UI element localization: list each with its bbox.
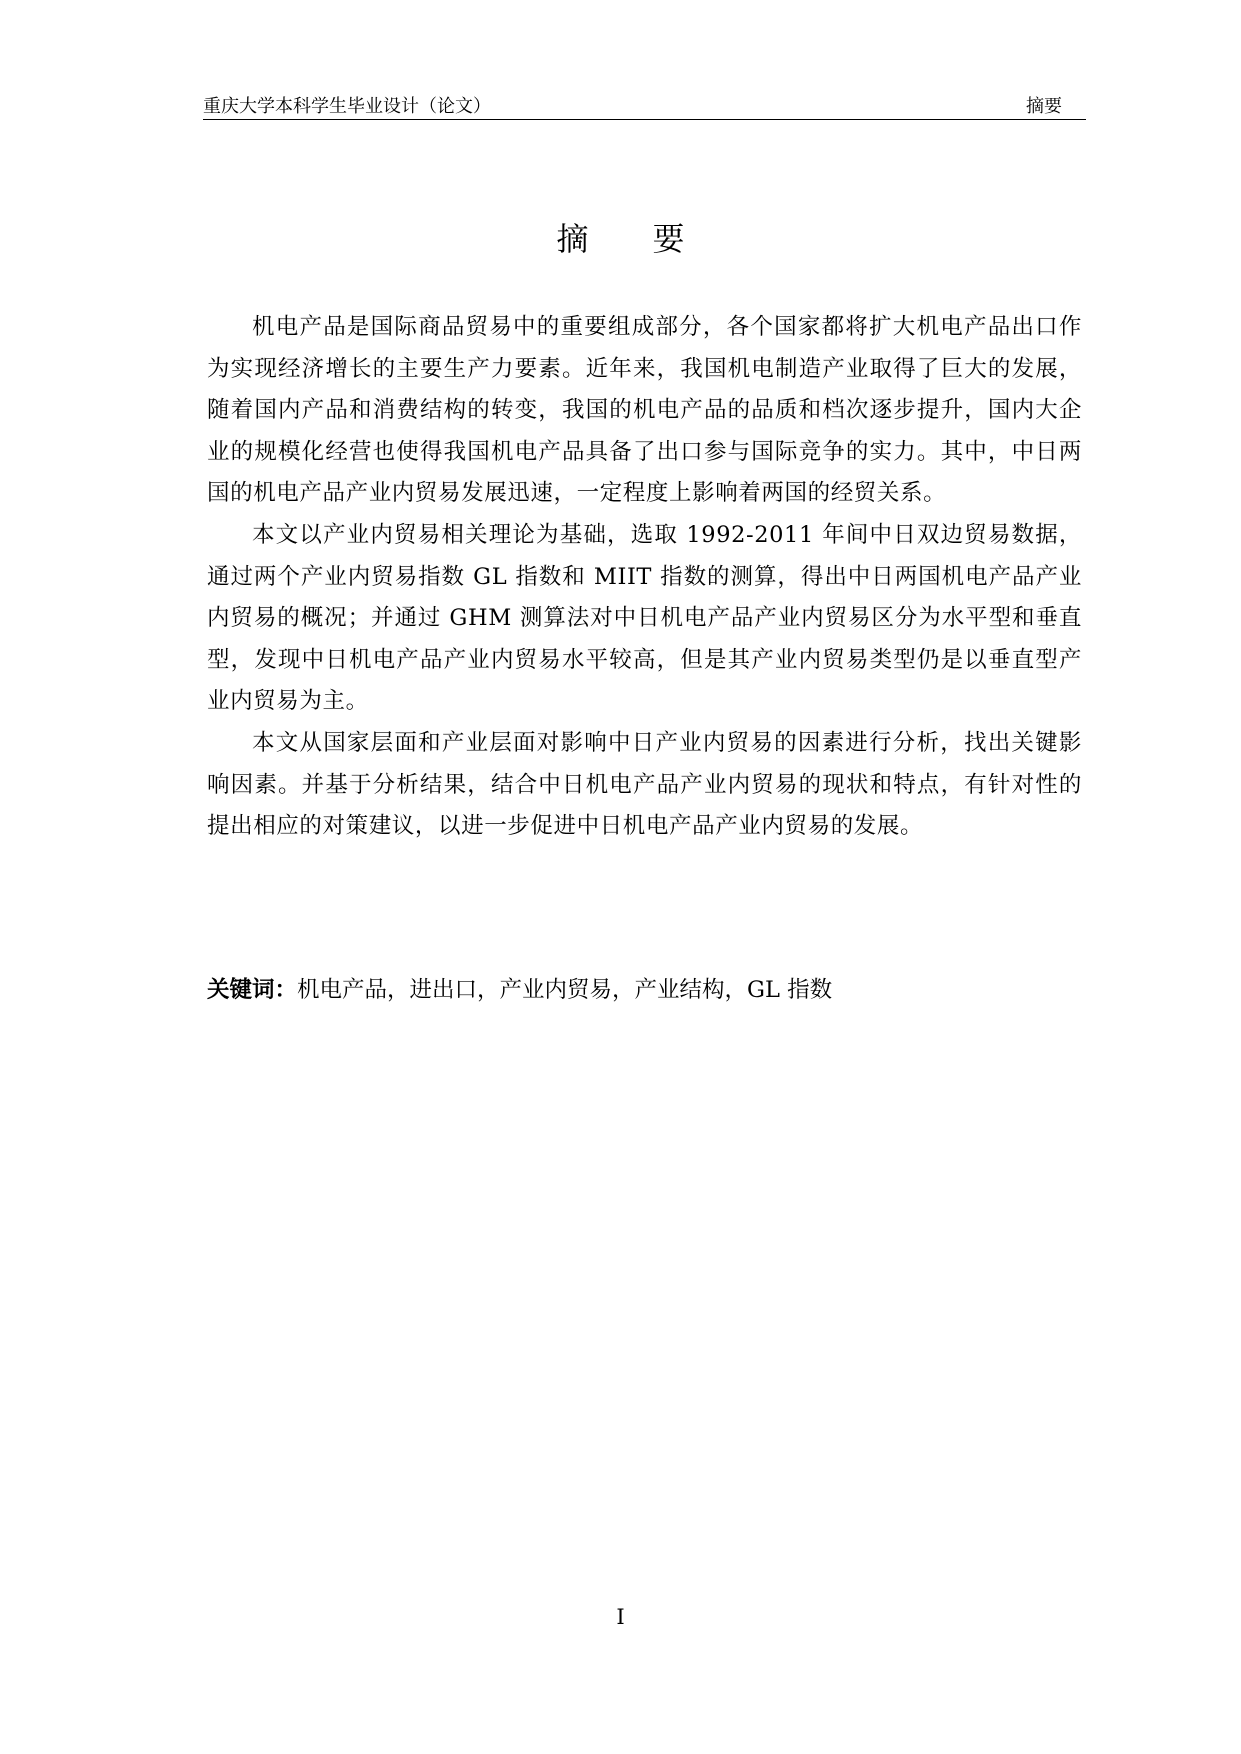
keywords-line (207, 970, 1082, 1010)
page-title-char-1: 摘 (556, 220, 589, 258)
abstract-paragraph-3: 本文从国家层面和产业层面对影响中日产业内贸易的因素进行分析，找出关键影响因素。并基于分析结果，结合中日机电产品产业内贸易的现状和特点，有针对性的提出相应的对策建议，以进一步促进中日机电产品产业内贸易的发展。 (207, 729, 1082, 840)
header-section-name: 摘要 (1026, 96, 1062, 117)
abstract-paragraph-1: 机电产品是国际商品贸易中的重要组成部分，各个国家都将扩大机电产品出口作为实现经济增长的主要生产力要素。近年来，我国机电制造产业取得了巨大的发展，随着国内产品和消费结构的转变，我国的机电产品的品质和档次逐步提升，国内大企业的规模化经营也使得我国机电产品具备了出口参与国际竞争的实力。其中，中日两国的机电产品产业内贸易发展迅速，一定程度上影响着两国的经贸关系。 (207, 314, 1082, 507)
keywords-label: 关键词： (207, 977, 298, 1003)
abstract-body (207, 307, 1082, 848)
keywords-value: 机电产品，进出口，产业内贸易，产业结构，GL 指数 (297, 977, 833, 1003)
abstract-paragraph-2: 本文以产业内贸易相关理论为基础，选取 1992-2011 年间中日双边贸易数据，通过两个产业内贸易指数 GL 指数和 MIIT 指数的测算，得出中日两国机电产品产业内贸易的概况；并通过 GHM 测算法对中日机电产品产业内贸易区分为水平型和垂直型，发现中日机电产品产业内贸易水平较高，但是其产业内贸易类型仍是以垂直型产业内贸易为主。 (207, 521, 1082, 715)
header-rule (203, 119, 1086, 120)
page-title (0, 215, 1241, 263)
page-number: I (616, 1605, 625, 1629)
page-title-char-2: 要 (652, 220, 685, 258)
header-thesis-title: 重庆大学本科学生毕业设计（论文） (203, 96, 491, 117)
running-header (203, 94, 1086, 120)
